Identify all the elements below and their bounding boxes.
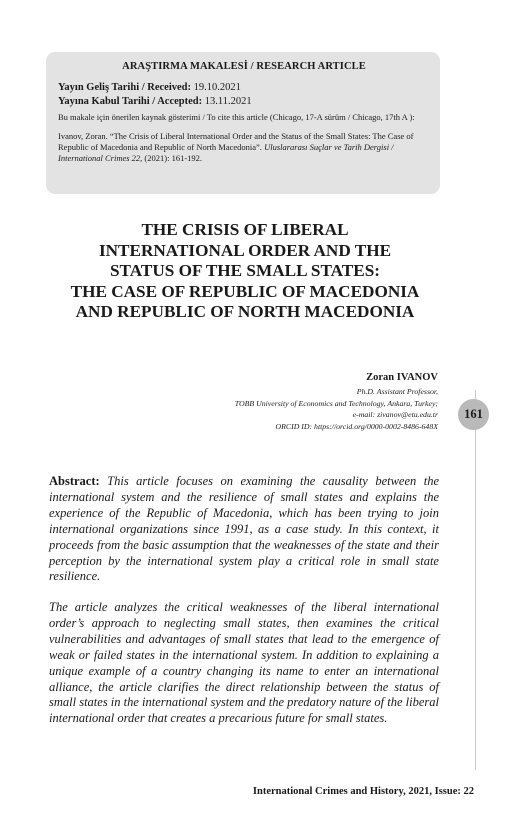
article-info-box: [46, 52, 440, 194]
abstract-paragraph-1: [49, 474, 439, 585]
article-title: [40, 220, 450, 323]
citation-main: Ivanov, Zoran. “The Crisis of Liberal International Order and the Status of the Small States: The Case of Republic of Macedonia and Republic of North Macedonia”.: [58, 131, 414, 152]
citation-journal: Uluslararası Suçlar ve Tarih Dergisi / International Crimes 22,: [58, 142, 394, 163]
citation-end: (2021): 161-192.: [144, 153, 203, 163]
abstract-label: Abstract:: [49, 474, 100, 488]
citation-text: [58, 131, 430, 164]
author-orcid: ORCID ID: https://orcid.org/0000-0002-8486-648X: [275, 421, 438, 431]
accepted-label: Yayına Kabul Tarihi / Accepted:: [58, 96, 203, 107]
received-date-line: [58, 81, 430, 95]
author-position: Ph.D. Assistant Professor,: [356, 387, 438, 396]
accepted-date-line: [58, 95, 430, 109]
article-type-header: ARAŞTIRMA MAKALESİ / RESEARCH ARTICLE: [122, 61, 366, 72]
author-name: Zoran IVANOV: [366, 372, 438, 383]
author-block: [235, 371, 438, 432]
title-line: THE CRISIS OF LIBERAL: [141, 220, 349, 239]
author-email: e-mail: zivanov@etu.edu.tr: [352, 410, 438, 419]
abstract-text-1: This article focuses on examining the causality between the international system and the resilience of small states and explains the experience of the Republic of Macedonia, which has been trying to join international organizations since 1991, as a case study. In this context, it proceeds from the basic assumption that the weaknesses of the state and their perception by the international system play a critical role in small state resilience.: [49, 474, 439, 584]
accepted-value: 13.11.2021: [204, 96, 252, 107]
received-value: 19.10.2021: [193, 82, 241, 93]
title-line: THE CASE OF REPUBLIC OF MACEDONIA: [70, 281, 420, 301]
received-label: Yayın Geliş Tarihi / Received:: [58, 82, 192, 93]
page-number-badge: 161: [458, 399, 489, 430]
margin-rule: [475, 390, 476, 770]
citation-note: Bu makale için önerilen kaynak gösterimi / To cite this article (Chicago, 17-A sürüm / Chicago, 17th A ):: [58, 112, 415, 122]
title-line: STATUS OF THE SMALL STATES:: [110, 261, 380, 280]
title-line: AND REPUBLIC OF NORTH MACEDONIA: [75, 302, 415, 321]
journal-footer: International Crimes and History, 2021, Issue: 22: [252, 786, 474, 797]
title-line: INTERNATIONAL ORDER AND THE: [98, 240, 392, 260]
abstract-paragraph-2: The article analyzes the critical weaknesses of the liberal international order’s approach to neglecting small states, then examines the critical vulnerabilities and advantages of small states that lead to the emergence of weak or failed states in the international system. In addition to explaining a unique example of a country changing its name to enter an international alliance, the article clarifies the direct relationship between the status of small states in the international system and the predatory nature of the liberal international order that creates a precarious future for small states.: [49, 600, 440, 726]
author-affiliation: TOBB University of Economics and Technology, Ankara, Turkey;: [234, 398, 438, 408]
